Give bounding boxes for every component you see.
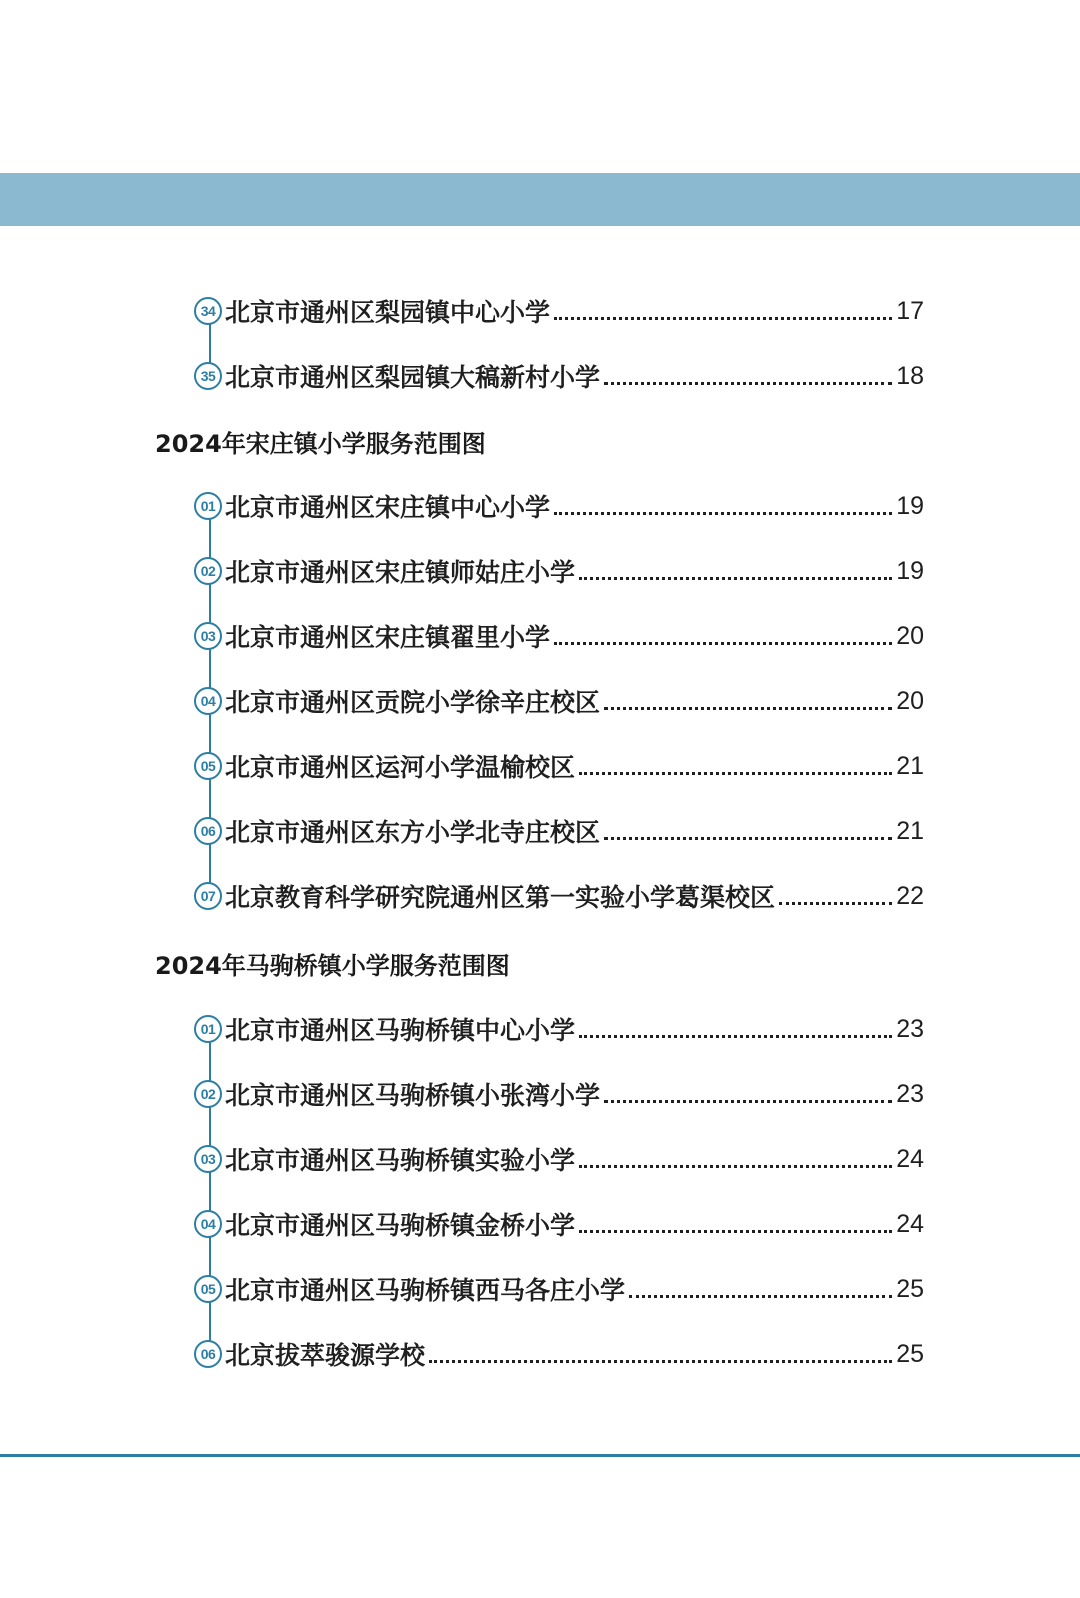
entry-number-badge: 03 bbox=[194, 1145, 222, 1173]
dot-leader bbox=[604, 837, 892, 840]
entry-number-badge: 01 bbox=[194, 1015, 222, 1043]
entry-page-number: 19 bbox=[896, 556, 924, 585]
entry-title: 北京市通州区马驹桥镇西马各庄小学 bbox=[225, 1276, 626, 1305]
toc-entry[interactable] bbox=[194, 489, 924, 523]
entry-page-number: 25 bbox=[896, 1274, 924, 1303]
entry-title: 北京市通州区马驹桥镇实验小学 bbox=[225, 1146, 576, 1175]
footer-rule bbox=[0, 1454, 1080, 1457]
dot-leader bbox=[629, 1295, 892, 1298]
dot-leader bbox=[604, 382, 892, 385]
entry-number-badge: 02 bbox=[194, 557, 222, 585]
entry-title: 北京市通州区马驹桥镇小张湾小学 bbox=[225, 1081, 601, 1110]
entry-number-badge: 07 bbox=[194, 882, 222, 910]
entry-title: 北京市通州区东方小学北寺庄校区 bbox=[225, 818, 601, 847]
entry-number-badge: 03 bbox=[194, 622, 222, 650]
dot-leader bbox=[429, 1360, 892, 1363]
entry-title: 北京拔萃骏源学校 bbox=[225, 1341, 426, 1370]
toc-entry[interactable] bbox=[194, 619, 924, 653]
section-heading-songzhuang: 2024年宋庄镇小学服务范围图 bbox=[155, 430, 486, 458]
entry-number-badge: 04 bbox=[194, 1210, 222, 1238]
dot-leader bbox=[579, 1035, 892, 1038]
entry-title: 北京市通州区梨园镇大稿新村小学 bbox=[225, 363, 601, 392]
entry-page-number: 23 bbox=[896, 1079, 924, 1108]
dot-leader bbox=[579, 1165, 892, 1168]
dot-leader bbox=[779, 902, 892, 905]
entry-title: 北京市通州区马驹桥镇金桥小学 bbox=[225, 1211, 576, 1240]
toc-entry[interactable] bbox=[194, 879, 924, 913]
entry-page-number: 20 bbox=[896, 686, 924, 715]
toc-entry[interactable] bbox=[194, 294, 924, 328]
section-heading-majuqiao: 2024年马驹桥镇小学服务范围图 bbox=[155, 952, 510, 980]
entry-title: 北京市通州区贡院小学徐辛庄校区 bbox=[225, 688, 601, 717]
entry-page-number: 24 bbox=[896, 1144, 924, 1173]
entry-number-badge: 04 bbox=[194, 687, 222, 715]
dot-leader bbox=[604, 1100, 892, 1103]
entry-page-number: 25 bbox=[896, 1339, 924, 1368]
dot-leader bbox=[579, 1230, 892, 1233]
toc-entry[interactable] bbox=[194, 749, 924, 783]
toc-entry[interactable] bbox=[194, 1272, 924, 1306]
entry-page-number: 21 bbox=[896, 751, 924, 780]
dot-leader bbox=[604, 707, 892, 710]
entry-number-badge: 06 bbox=[194, 817, 222, 845]
entry-title: 北京教育科学研究院通州区第一实验小学葛渠校区 bbox=[225, 883, 776, 912]
entry-title: 北京市通州区宋庄镇中心小学 bbox=[225, 493, 551, 522]
toc-entry[interactable] bbox=[194, 1142, 924, 1176]
dot-leader bbox=[554, 642, 892, 645]
entry-page-number: 17 bbox=[896, 296, 924, 325]
entry-page-number: 22 bbox=[896, 881, 924, 910]
dot-leader bbox=[579, 577, 892, 580]
header-band bbox=[0, 173, 1080, 226]
entry-title: 北京市通州区宋庄镇翟里小学 bbox=[225, 623, 551, 652]
entry-number-badge: 05 bbox=[194, 752, 222, 780]
entry-title: 北京市通州区马驹桥镇中心小学 bbox=[225, 1016, 576, 1045]
entry-number-badge: 05 bbox=[194, 1275, 222, 1303]
toc-entry[interactable] bbox=[194, 1077, 924, 1111]
toc-entry[interactable] bbox=[194, 1207, 924, 1241]
entry-title: 北京市通州区运河小学温榆校区 bbox=[225, 753, 576, 782]
toc-entry[interactable] bbox=[194, 1012, 924, 1046]
entry-page-number: 18 bbox=[896, 361, 924, 390]
entry-number-badge: 35 bbox=[194, 362, 222, 390]
entry-number-badge: 06 bbox=[194, 1340, 222, 1368]
toc-entry[interactable] bbox=[194, 554, 924, 588]
toc-entry[interactable] bbox=[194, 814, 924, 848]
toc-entry[interactable] bbox=[194, 684, 924, 718]
entry-page-number: 20 bbox=[896, 621, 924, 650]
toc-entry[interactable] bbox=[194, 1337, 924, 1371]
entry-title: 北京市通州区宋庄镇师姑庄小学 bbox=[225, 558, 576, 587]
dot-leader bbox=[579, 772, 892, 775]
toc-entry[interactable] bbox=[194, 359, 924, 393]
entry-title: 北京市通州区梨园镇中心小学 bbox=[225, 298, 551, 327]
entry-number-badge: 01 bbox=[194, 492, 222, 520]
entry-page-number: 19 bbox=[896, 491, 924, 520]
dot-leader bbox=[554, 512, 892, 515]
entry-page-number: 23 bbox=[896, 1014, 924, 1043]
entry-number-badge: 34 bbox=[194, 297, 222, 325]
dot-leader bbox=[554, 317, 892, 320]
entry-number-badge: 02 bbox=[194, 1080, 222, 1108]
entry-page-number: 24 bbox=[896, 1209, 924, 1238]
entry-page-number: 21 bbox=[896, 816, 924, 845]
